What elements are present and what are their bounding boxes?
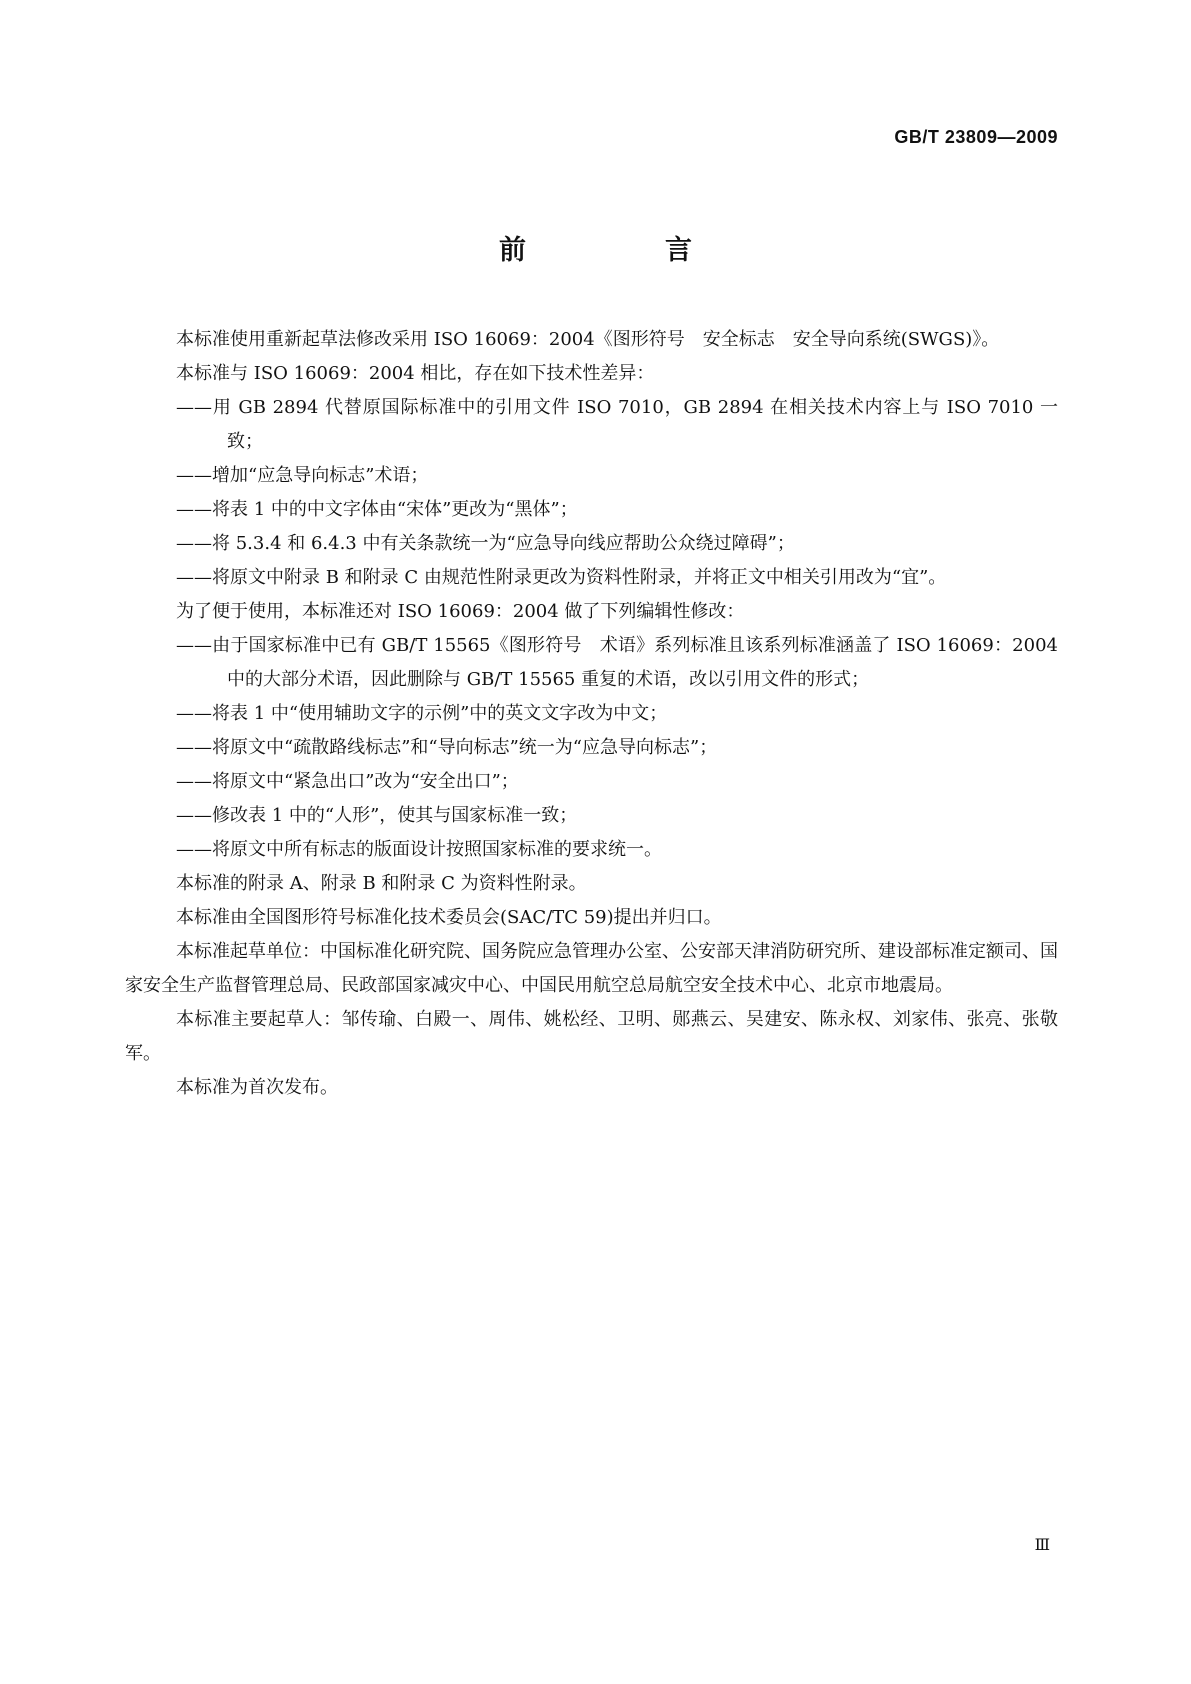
list-item: ——将原文中附录 B 和附录 C 由规范性附录更改为资料性附录，并将正文中相关引用改为“宜”。 [176,567,947,588]
paragraph-proposer: 本标准由全国图形符号标准化技术委员会(SAC/TC 59)提出并归口。 [176,907,722,928]
paragraph-first-edition: 本标准为首次发布。 [176,1077,338,1098]
list-item: ——增加“应急导向标志”术语； [176,465,429,486]
paragraph-annexes: 本标准的附录 A、附录 B 和附录 C 为资料性附录。 [176,873,587,894]
list-item: ——将表 1 中“使用辅助文字的示例”中的英文文字改为中文； [176,703,668,724]
list-item: ——将原文中“疏散路线标志”和“导向标志”统一为“应急导向标志”； [176,737,718,758]
foreword-body [125,323,1058,1105]
list-item: ——将表 1 中的中文字体由“宋体”更改为“黑体”； [176,499,578,520]
page-number: Ⅲ [1034,1537,1050,1554]
list-item: ——将原文中“紧急出口”改为“安全出口”； [176,771,519,792]
list-item: ——将 5.3.4 和 6.4.3 中有关条款统一为“应急导向线应帮助公众绕过障碍”； [176,533,795,554]
paragraph-drafters: 本标准主要起草人：邹传瑜、白殿一、周伟、姚松经、卫明、郧燕云、吴建安、陈永权、刘家伟、张亮、张敬军。 [125,1009,1058,1064]
list-item: ——修改表 1 中的“人形”，使其与国家标准一致； [176,805,578,826]
list-item: ——由于国家标准中已有 GB/T 15565《图形符号 术语》系列标准且该系列标准涵盖了 ISO 16069：2004 中的大部分术语，因此删除与 GB/T 15565 重复的术语，改以引用文件的形式； [176,635,1058,690]
list-item: ——用 GB 2894 代替原国际标准中的引用文件 ISO 7010，GB 2894 在相关技术内容上与 ISO 7010 一致； [176,397,1058,452]
paragraph-technical-differences-intro: 本标准与 ISO 16069：2004 相比，存在如下技术性差异： [176,363,655,384]
paragraph-adoption: 本标准使用重新起草法修改采用 ISO 16069：2004《图形符号 安全标志 安全导向系统(SWGS)》。 [176,329,1000,350]
paragraph-drafting-organizations: 本标准起草单位：中国标准化研究院、国务院应急管理办公室、公安部天津消防研究所、建设部标准定额司、国家安全生产监督管理总局、民政部国家减灾中心、中国民用航空总局航空安全技术中心、北京市地震局。 [125,941,1058,996]
list-item: ——将原文中所有标志的版面设计按照国家标准的要求统一。 [176,839,662,860]
standard-code: GB/T 23809—2009 [894,127,1058,147]
page-title: 前 言 [499,235,748,266]
paragraph-editorial-changes-intro: 为了便于使用，本标准还对 ISO 16069：2004 做了下列编辑性修改： [176,601,745,622]
